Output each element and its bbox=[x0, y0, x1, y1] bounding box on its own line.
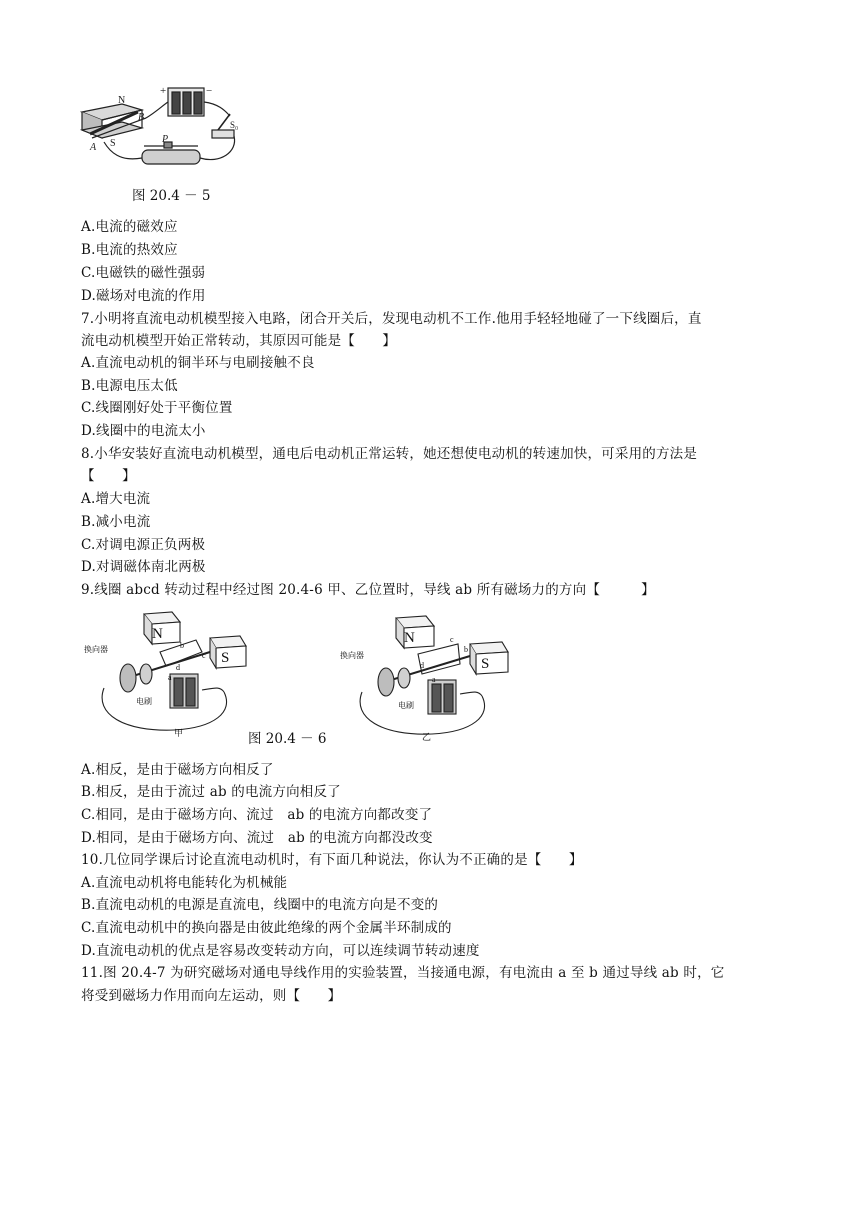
figure-20-4-6-caption: 图 20.4 － 6 bbox=[248, 731, 327, 747]
figure-6-left-brush: 电刷 bbox=[136, 697, 152, 706]
figure-6-right-n: N bbox=[404, 630, 415, 646]
q6-option-d: D.磁场对电流的作用 bbox=[81, 288, 206, 304]
figure-5-label-p: P bbox=[162, 134, 169, 145]
figure-5-label-plus: + bbox=[160, 85, 167, 97]
figure-5-label-b: B bbox=[138, 112, 145, 123]
figure-6-left-n: N bbox=[152, 626, 163, 642]
q8-option-c: C.对调电源正负两极 bbox=[81, 537, 206, 553]
q10-stem: 10.几位同学课后讨论直流电动机时，有下面几种说法，你认为不正确的是【 】 bbox=[81, 852, 583, 868]
figure-20-4-6-right bbox=[340, 608, 512, 742]
figure-6-left-a: a bbox=[168, 673, 172, 682]
q6-option-c: C.电磁铁的磁性强弱 bbox=[81, 265, 206, 281]
q7-stem-line2: 流电动机模型开始正常转动，其原因可能是【 】 bbox=[81, 333, 397, 349]
figure-6-right-brush: 电刷 bbox=[398, 701, 414, 710]
q9-option-b: B.相反，是由于流过 ab 的电流方向相反了 bbox=[81, 784, 341, 800]
figure-20-4-5-drawing bbox=[80, 82, 240, 178]
q9-option-a: A.相反，是由于磁场方向相反了 bbox=[81, 762, 274, 778]
figure-5-label-minus: − bbox=[206, 85, 213, 97]
figure-6-left-d: d bbox=[176, 663, 180, 672]
figure-20-4-5-caption: 图 20.4 － 5 bbox=[132, 188, 211, 204]
q8-option-a: A.增大电流 bbox=[81, 491, 151, 507]
q6-option-b: B.电流的热效应 bbox=[81, 242, 178, 258]
q7-stem-line1: 7.小明将直流电动机模型接入电路，闭合开关后，发现电动机不工作.他用手轻轻地碰了一下线圈后，直 bbox=[81, 311, 702, 327]
q7-option-b: B.电源电压太低 bbox=[81, 378, 178, 394]
figure-6-right-a: a bbox=[432, 675, 436, 684]
figure-6-left-c: c bbox=[202, 651, 206, 660]
figure-5-label-s: S bbox=[110, 138, 116, 149]
figure-20-4-6-left-drawing bbox=[84, 608, 254, 740]
q11-stem-line1: 11.图 20.4-7 为研究磁场对通电导线作用的实验装置，当接通电源，有电流由 a 至 b 通过导线 ab 时，它 bbox=[81, 965, 725, 981]
q7-option-d: D.线圈中的电流太小 bbox=[81, 423, 206, 439]
q6-option-a: A.电流的磁效应 bbox=[81, 219, 178, 235]
q10-option-b: B.直流电动机的电源是直流电，线圈中的电流方向是不变的 bbox=[81, 897, 439, 913]
q9-option-c: C.相同，是由于磁场方向、流过 ab 的电流方向都改变了 bbox=[81, 807, 433, 823]
figure-6-left-commutator: 换向器 bbox=[84, 645, 108, 654]
figure-6-left-s: S bbox=[221, 650, 230, 666]
q9-stem: 9.线圈 abcd 转动过程中经过图 20.4-6 甲、乙位置时，导线 ab 所有磁场力的方向【 】 bbox=[81, 582, 655, 598]
figure-6-left-b: b bbox=[180, 641, 184, 650]
figure-6-right-s: S bbox=[481, 656, 490, 672]
figure-6-right-label: 乙 bbox=[422, 732, 432, 742]
figure-6-right-commutator: 换向器 bbox=[340, 651, 364, 660]
q8-stem-line2: 【 】 bbox=[81, 468, 136, 484]
figure-20-4-6-right-drawing bbox=[340, 608, 512, 742]
q9-option-d: D.相同，是由于磁场方向、流过 ab 的电流方向都没改变 bbox=[81, 830, 433, 846]
figure-6-right-c: c bbox=[450, 635, 454, 644]
figure-20-4-6-left bbox=[84, 608, 254, 740]
q7-option-a: A.直流电动机的铜半环与电刷接触不良 bbox=[81, 355, 315, 371]
figure-20-4-5 bbox=[80, 82, 240, 178]
q10-option-c: C.直流电动机中的换向器是由彼此绝缘的两个金属半环制成的 bbox=[81, 920, 452, 936]
q7-option-c: C.线圈刚好处于平衡位置 bbox=[81, 400, 233, 416]
q11-stem-line2: 将受到磁场力作用而向左运动，则【 】 bbox=[81, 988, 342, 1004]
q8-option-d: D.对调磁体南北两极 bbox=[81, 559, 206, 575]
q8-stem-line1: 8.小华安装好直流电动机模型，通电后电动机正常运转，她还想使电动机的转速加快，可采用的方法是 bbox=[81, 446, 698, 462]
q10-option-a: A.直流电动机将电能转化为机械能 bbox=[81, 875, 288, 891]
figure-6-right-d: d bbox=[420, 661, 424, 670]
figure-5-label-a: A bbox=[90, 142, 97, 153]
figure-6-left-label: 甲 bbox=[174, 728, 184, 738]
q10-option-d: D.直流电动机的优点是容易改变转动方向，可以连续调节转动速度 bbox=[81, 943, 480, 959]
figure-5-label-s0: S₀ bbox=[230, 120, 239, 130]
figure-5-label-n: N bbox=[118, 95, 126, 106]
q8-option-b: B.减小电流 bbox=[81, 514, 151, 530]
figure-6-right-b: b bbox=[464, 645, 468, 654]
